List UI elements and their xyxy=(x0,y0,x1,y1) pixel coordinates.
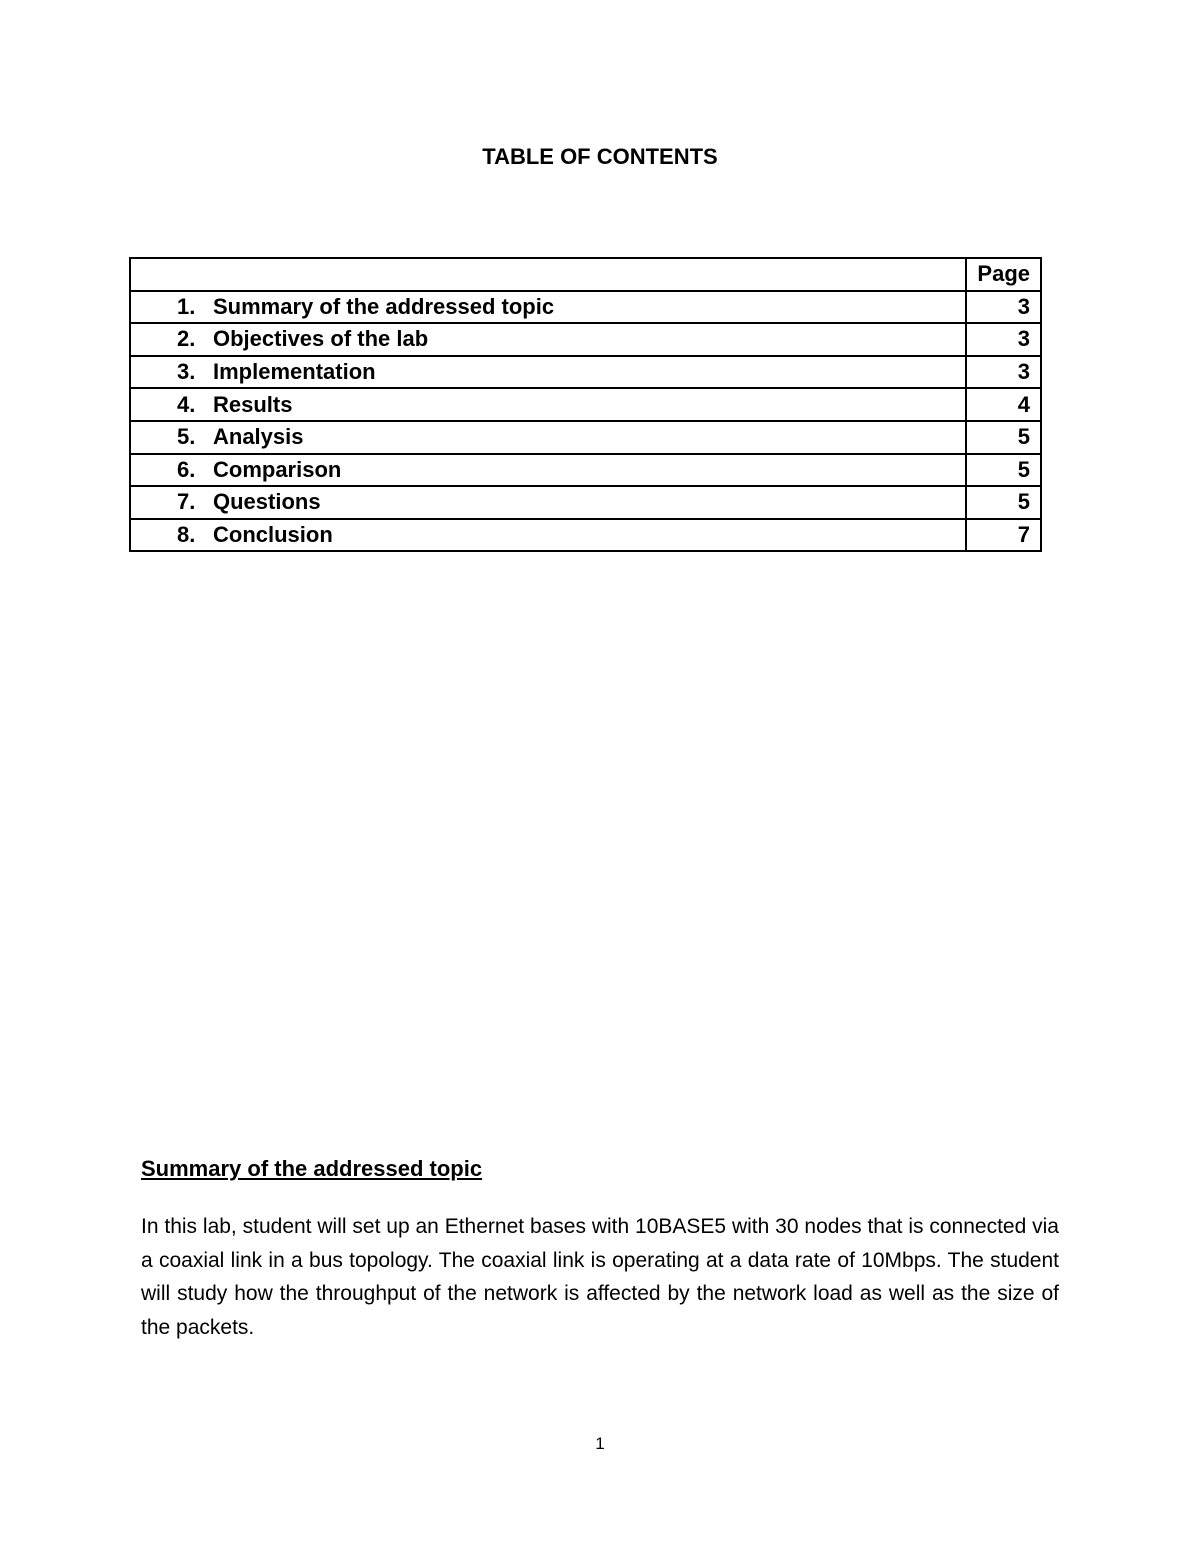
toc-row xyxy=(130,388,1041,421)
toc-entry-title: Questions xyxy=(213,489,321,515)
toc-entry-number: 3. xyxy=(177,359,196,385)
toc-entry-number: 6. xyxy=(177,456,196,482)
toc-entry-page: 7 xyxy=(966,519,1041,552)
toc-entry-page: 5 xyxy=(966,486,1041,519)
page-title: TABLE OF CONTENTS xyxy=(482,144,718,169)
toc-header-blank-cell xyxy=(130,258,966,291)
toc-entry-title-cell xyxy=(130,388,966,421)
toc-entry-title-cell xyxy=(130,519,966,552)
toc-entry-number: 4. xyxy=(177,391,196,417)
toc-entry-page: 5 xyxy=(966,454,1041,487)
toc-entry-number: 2. xyxy=(177,326,196,352)
toc-entry-page: 3 xyxy=(966,356,1041,389)
toc-entry-title-cell xyxy=(130,323,966,356)
toc-entry-title-cell xyxy=(130,356,966,389)
toc-row xyxy=(130,421,1041,454)
toc-entry-title: Analysis xyxy=(213,424,304,450)
toc-entry-number: 8. xyxy=(177,522,196,548)
toc-row xyxy=(130,356,1041,389)
toc-page-header: Page xyxy=(966,258,1041,291)
toc-header-row xyxy=(130,258,1041,291)
toc-entry-number: 5. xyxy=(177,424,196,450)
toc-entry-page: 3 xyxy=(966,291,1041,324)
summary-heading: Summary of the addressed topic xyxy=(141,1156,483,1181)
toc-entry-title-cell xyxy=(130,291,966,324)
toc-entry-title: Results xyxy=(213,391,293,417)
toc-entry-title-cell xyxy=(130,486,966,519)
toc-entry-page: 3 xyxy=(966,323,1041,356)
toc-entry-title: Objectives of the lab xyxy=(213,326,429,352)
toc-entry-number: 7. xyxy=(177,489,196,515)
toc-row xyxy=(130,519,1041,552)
toc-entry-title: Summary of the addressed topic xyxy=(213,293,555,319)
summary-paragraph: In this lab, student will set up an Ethernet bases with 10BASE5 with 30 nodes that is connected via a coaxial link in a bus topology. The coaxial link is operating at a data rate of 10Mbps. The student will study how the throughput of the network is affected by the network load as well as the size of the packets. xyxy=(141,1215,1059,1339)
toc-entry-page: 5 xyxy=(966,421,1041,454)
toc-row xyxy=(130,454,1041,487)
toc-entry-title: Comparison xyxy=(213,456,342,482)
toc-row xyxy=(130,291,1041,324)
page-number: 1 xyxy=(595,1434,605,1453)
toc-entry-title: Implementation xyxy=(213,359,376,385)
toc-entry-title-cell xyxy=(130,454,966,487)
table-of-contents xyxy=(129,257,1042,552)
toc-row xyxy=(130,486,1041,519)
toc-entry-title-cell xyxy=(130,421,966,454)
toc-row xyxy=(130,323,1041,356)
toc-entry-title: Conclusion xyxy=(213,522,333,548)
toc-entry-page: 4 xyxy=(966,388,1041,421)
toc-entry-number: 1. xyxy=(177,293,196,319)
